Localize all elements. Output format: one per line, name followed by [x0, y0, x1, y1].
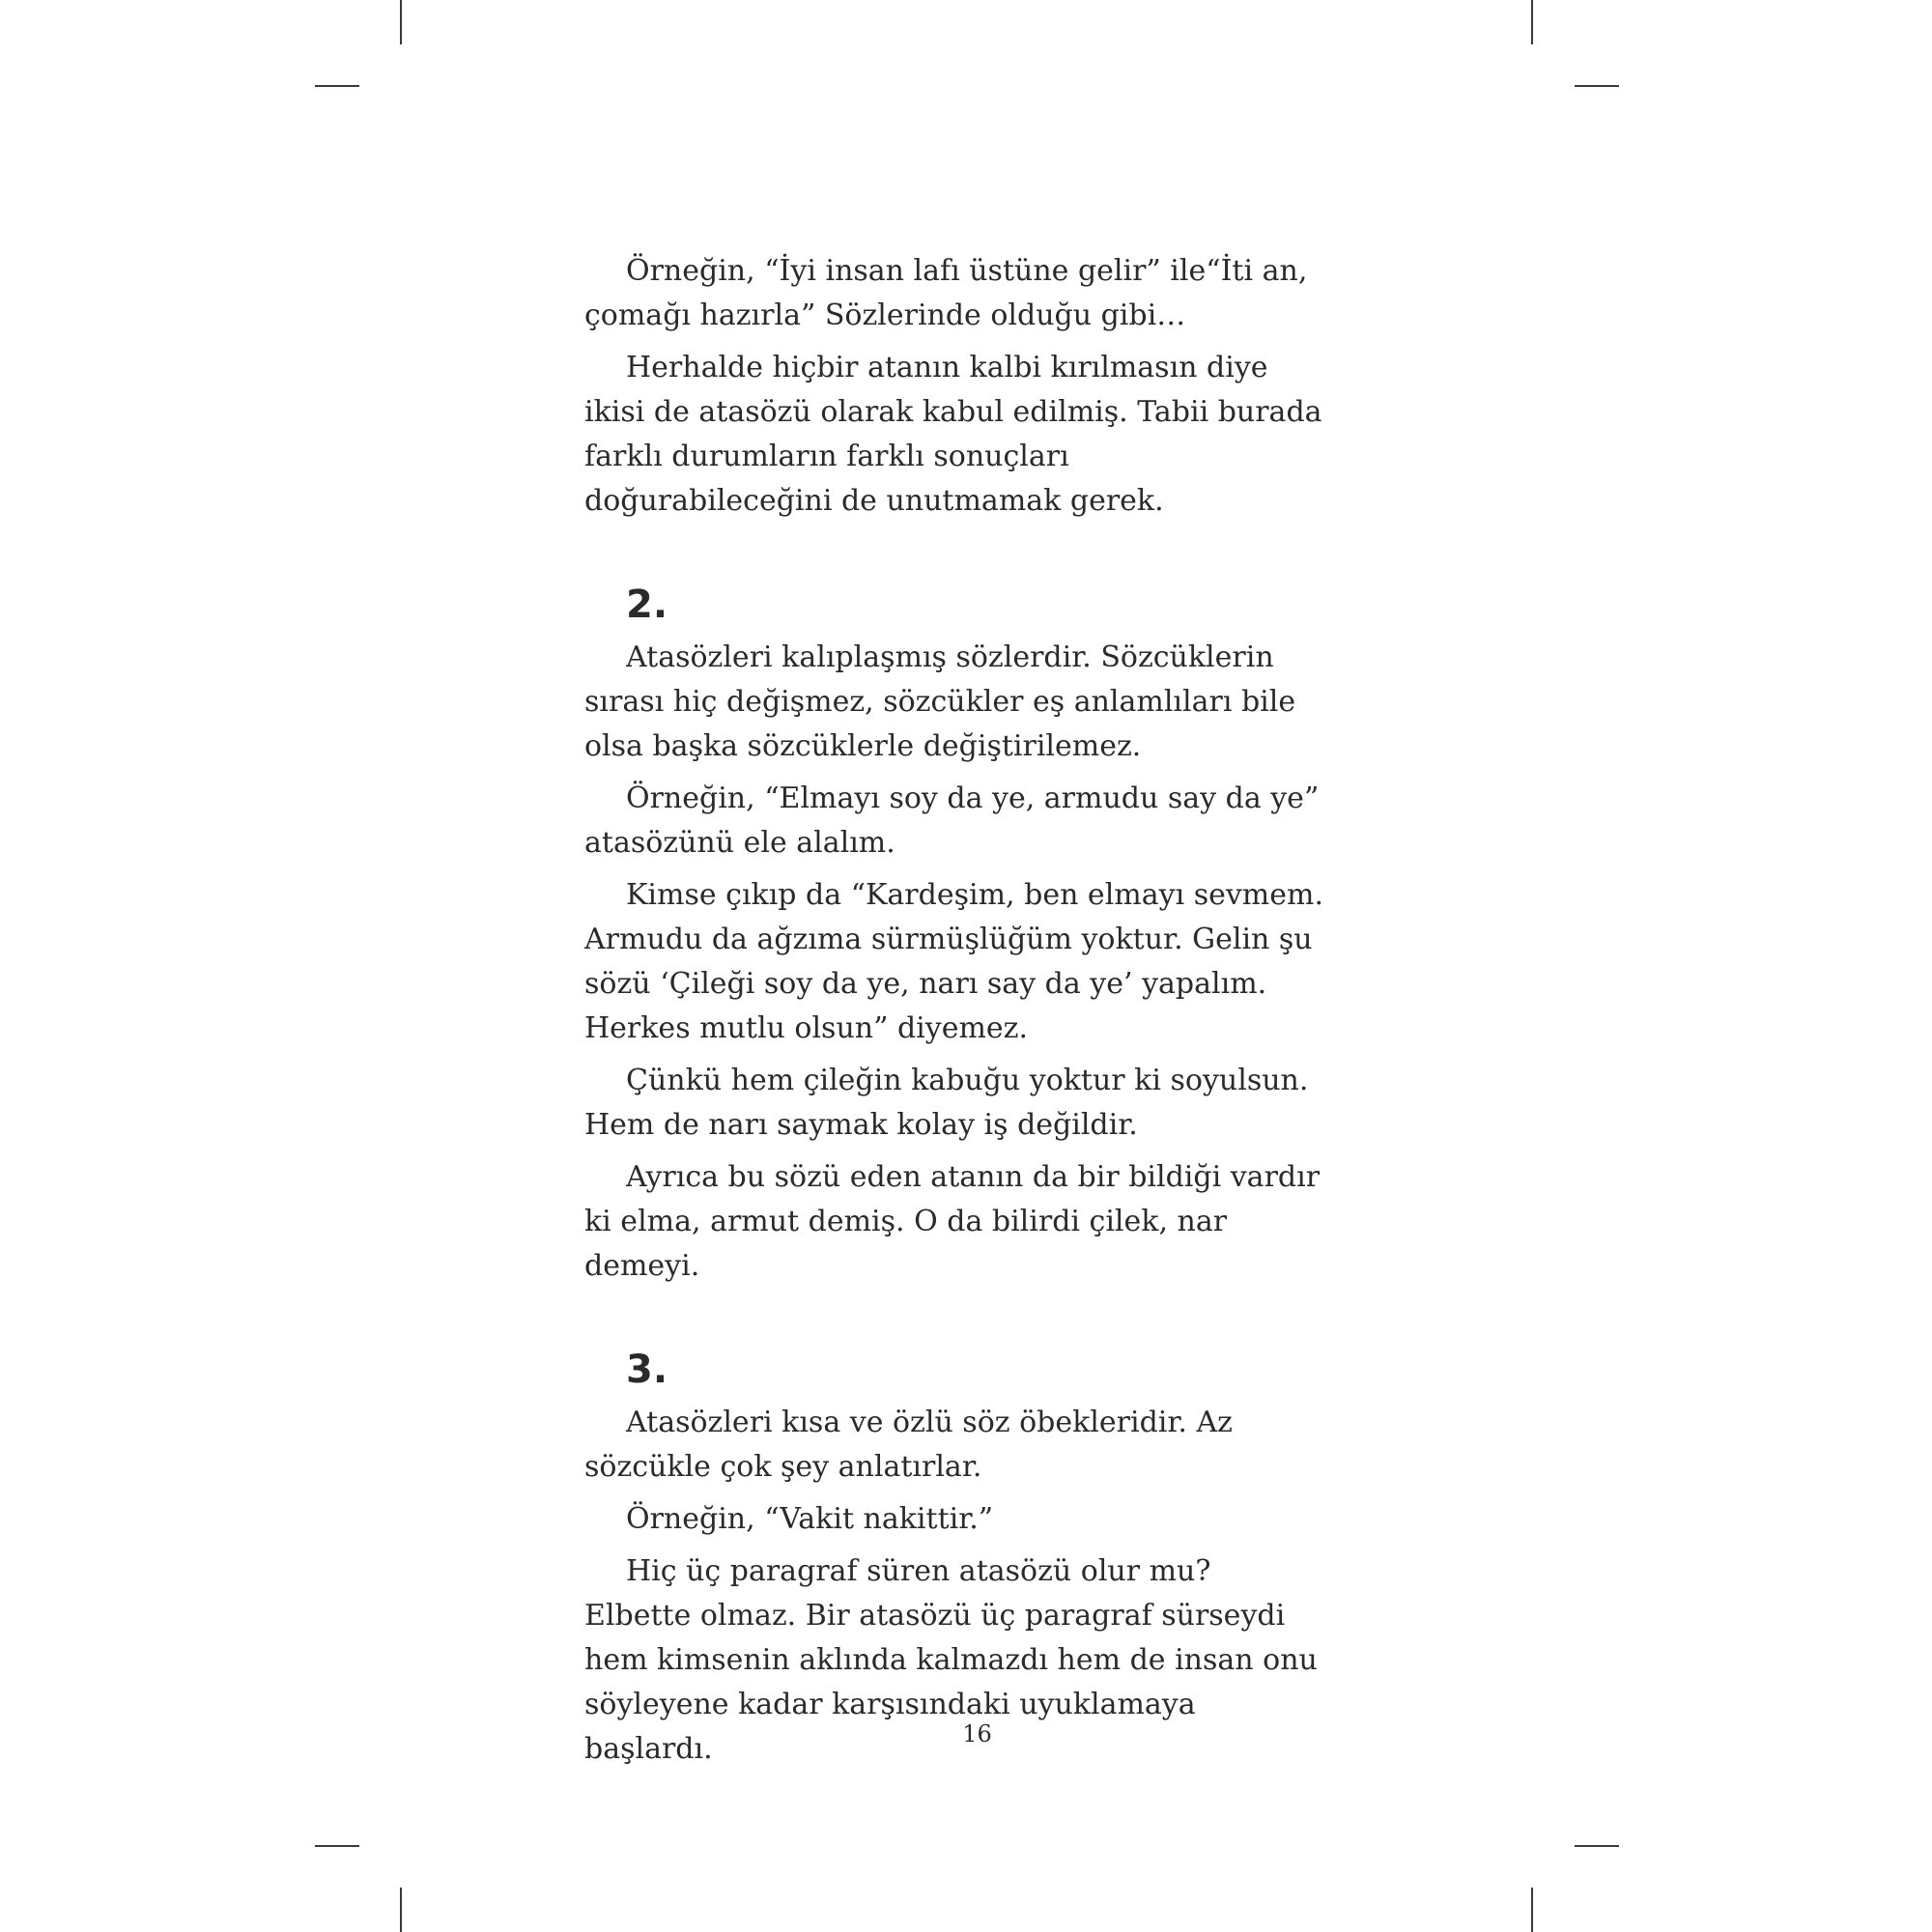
- paragraph: Çünkü hem çileğin kabuğu yoktur ki soyulsun. Hem de narı saymak kolay iş değildir.: [584, 1064, 1309, 1142]
- paragraph: Herhalde hiçbir atanın kalbi kırılmasın diye ikisi de atasözü olarak kabul edilmiş. Tabii burada farklı durumların farklı sonuçları doğurabileceğini de unutmamak gerek.: [584, 351, 1322, 518]
- paragraph: Hiç üç paragraf süren atasözü olur mu? Elbette olmaz. Bir atasözü üç paragraf sürseydi hem kimsenin aklında kalmazdı hem de insan onu söyleyene kadar karşısındaki uyuklamaya başlardı.: [584, 1554, 1318, 1766]
- section-number: 2.: [626, 582, 668, 627]
- paragraph: Örneğin, “Vakit nakittir.”: [626, 1502, 994, 1536]
- crop-mark: [315, 85, 359, 87]
- section-number: 3.: [626, 1348, 668, 1392]
- paragraph: Örneğin, “İyi insan lafı üstüne gelir” ile“İti an, çomağı hazırla” Sözlerinde olduğu gibi…: [584, 254, 1308, 332]
- crop-mark: [1531, 0, 1533, 44]
- paragraph: Kimse çıkıp da “Kardeşim, ben elmayı sevmem. Armudu da ağzıma sürmüşlüğüm yoktur. Gelin şu sözü ‘Çileği soy da ye, narı say da ye’ yapalım. Herkes mutlu olsun” diyemez.: [584, 878, 1323, 1045]
- crop-mark: [400, 0, 402, 44]
- crop-mark: [315, 1845, 359, 1847]
- paragraph: Atasözleri kısa ve özlü söz öbekleridir. Az sözcükle çok şey anlatırlar.: [584, 1406, 1233, 1484]
- crop-mark: [400, 1888, 402, 1932]
- page-number: 16: [962, 1720, 992, 1747]
- crop-mark: [1575, 1845, 1619, 1847]
- crop-mark: [1531, 1888, 1533, 1932]
- paragraph: Örneğin, “Elmayı soy da ye, armudu say da ye” atasözünü ele alalım.: [584, 781, 1320, 860]
- paragraph: Atasözleri kalıplaşmış sözlerdir. Sözcüklerin sırası hiç değişmez, sözcükler eş anlamlıları bile olsa başka sözcüklerle değiştirilemez.: [584, 640, 1296, 763]
- crop-mark: [1575, 85, 1619, 87]
- page-body: [584, 249, 1323, 1779]
- paragraph: Ayrıca bu sözü eden atanın da bir bildiği vardır ki elma, armut demiş. O da bilirdi çilek, nar demeyi.: [584, 1160, 1321, 1283]
